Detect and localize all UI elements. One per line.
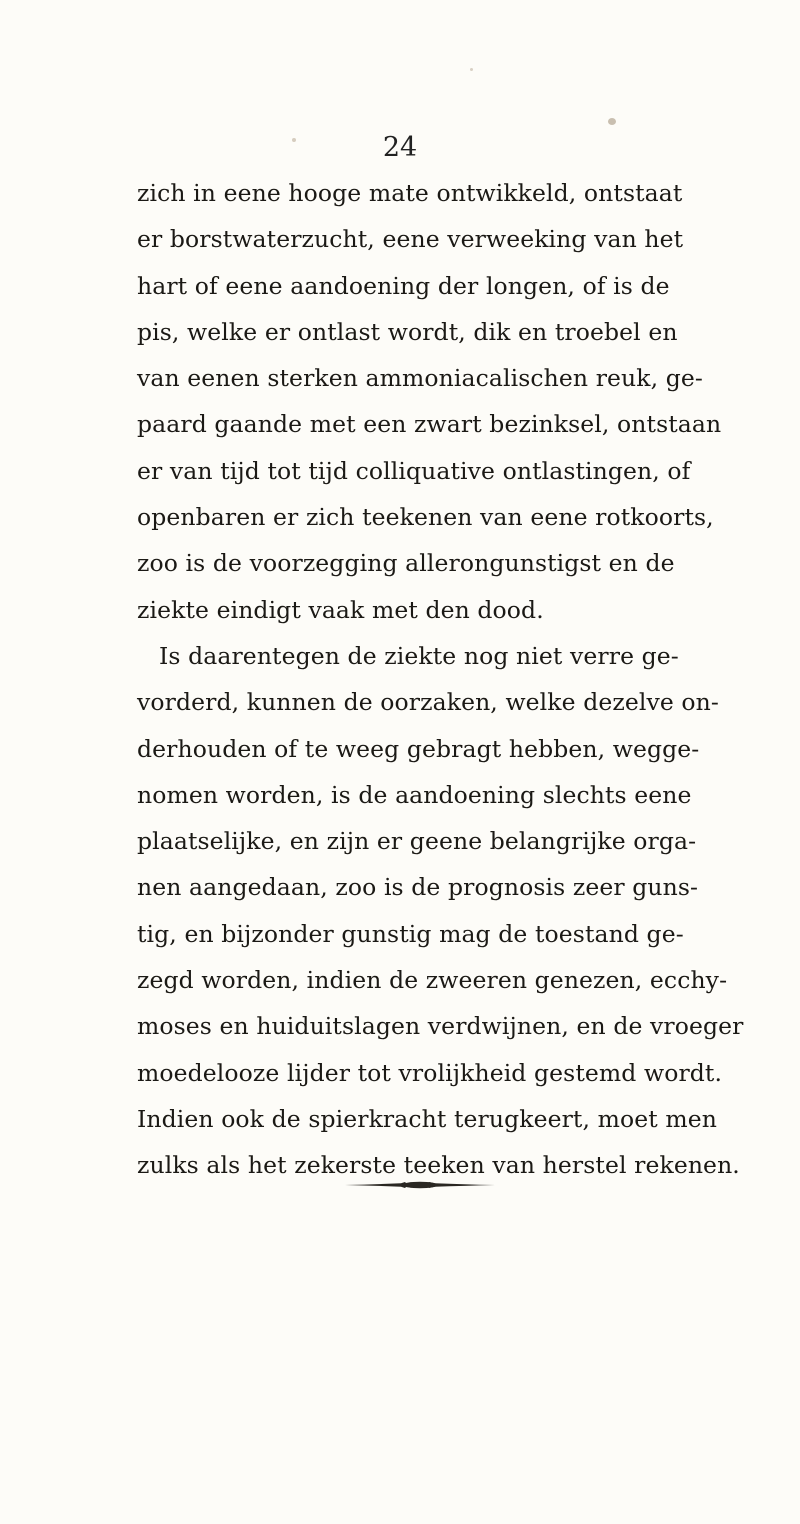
text-line: zegd worden, indien de zweeren genezen, ecchy- bbox=[137, 966, 728, 995]
paragraph bbox=[137, 170, 722, 633]
text-line: hart of eene aandoening der longen, of is de bbox=[137, 271, 670, 300]
text-line: tig, en bijzonder gunstig mag de toestand ge- bbox=[137, 919, 684, 948]
text-line: moedelooze lijder tot vrolijkheid gestemd wordt. bbox=[137, 1058, 723, 1087]
text-line: nen aangedaan, zoo is de prognosis zeer guns- bbox=[137, 873, 699, 902]
text-line: zich in eene hooge mate ontwikkeld, ontstaat bbox=[137, 179, 683, 207]
text-line: pis, welke er ontlast wordt, dik en troebel en bbox=[137, 317, 678, 346]
text-line: er borstwaterzucht, eene verweeking van het bbox=[137, 225, 684, 254]
text-line: derhouden of te weeg gebragt hebben, wegge- bbox=[137, 734, 700, 763]
text-line: zoo is de voorzegging allerongunstigst en de bbox=[137, 549, 675, 578]
text-line: moses en huiduitslagen verdwijnen, en de vroeger bbox=[137, 1012, 744, 1041]
body-text bbox=[137, 170, 744, 1189]
page-number: 24 bbox=[382, 132, 418, 163]
text-line: Is daarentegen de ziekte nog niet verre ge- bbox=[159, 641, 679, 670]
text-line: zulks als het zekerste teeken van herstel rekenen. bbox=[137, 1151, 740, 1180]
paper-speck bbox=[608, 118, 616, 125]
paper-speck bbox=[292, 138, 296, 142]
paragraph bbox=[137, 633, 744, 1189]
text-line: er van tijd tot tijd colliquative ontlastingen, of bbox=[137, 456, 691, 485]
text-line: van eenen sterken ammoniacalischen reuk, ge- bbox=[137, 364, 703, 393]
text-line: plaatselijke, en zijn er geene belangrijke orga- bbox=[137, 827, 697, 856]
paper-speck bbox=[470, 68, 473, 71]
text-line: paard gaande met een zwart bezinksel, ontstaan bbox=[137, 410, 722, 439]
text-line: ziekte eindigt vaak met den dood. bbox=[137, 595, 544, 624]
text-line: openbaren er zich teekenen van eene rotkoorts, bbox=[137, 503, 714, 532]
text-line: nomen worden, is de aandoening slechts eene bbox=[137, 780, 692, 809]
text-line: Indien ook de spierkracht terugkeert, moet men bbox=[137, 1104, 717, 1133]
text-line: vorderd, kunnen de oorzaken, welke dezelve on- bbox=[137, 688, 719, 717]
tailpiece-rule-icon bbox=[345, 1178, 495, 1192]
